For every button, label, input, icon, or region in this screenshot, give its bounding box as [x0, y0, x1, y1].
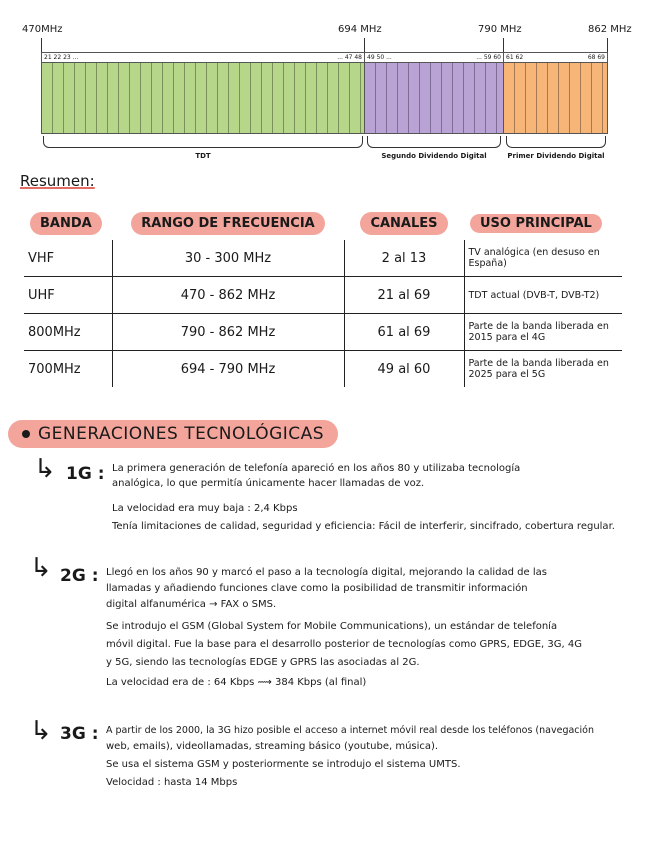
cell-canales: 2 al 13 [344, 240, 464, 277]
segment-label-tdt: TDT [195, 152, 211, 160]
summary-heading: Resumen: [20, 172, 95, 190]
brace-tdt [43, 136, 363, 148]
cell-rango: 694 - 790 MHz [112, 351, 344, 388]
segment-first-dividend [503, 52, 608, 134]
gen-2g-line: Se introdujo el GSM (Global System for Mobile Communications), un estándar de telefonía [106, 621, 558, 632]
freq-label-790: 790 MHz [478, 24, 522, 35]
cell-banda: 800MHz [24, 314, 112, 351]
table-row [24, 351, 622, 388]
channels-left: 61 62 [506, 54, 524, 61]
segment-second-dividend [364, 52, 504, 134]
gen-3g-line: Se usa el sistema GSM y posteriormente se introdujo el sistema UMTS. [106, 759, 461, 770]
gen-2g-line: La velocidad era de : 64 Kbps ⟿ 384 Kbps (al final) [106, 677, 367, 688]
freq-label-470: 470MHz [22, 24, 63, 35]
brace-second [367, 136, 501, 148]
cell-canales: 61 al 69 [344, 314, 464, 351]
table-row [24, 240, 622, 277]
channel-stripes [365, 63, 503, 133]
arrow-icon: ↳ [30, 716, 52, 746]
header-rango: RANGO DE FRECUENCIA [131, 212, 324, 235]
gen-1g-line: Tenía limitaciones de calidad, seguridad y eficiencia: Fácil de interferir, sincifrado, cobertura regular. [112, 521, 615, 532]
cell-banda: 700MHz [24, 351, 112, 388]
table-row [24, 277, 622, 314]
gen-2g-line: móvil digital. Fue la base para el desarrollo posterior de tecnologías como GPRS, EDGE, 3G, 4G [106, 639, 582, 650]
header-uso: USO PRINCIPAL [470, 214, 602, 233]
gen-1g-key: 1G : [66, 464, 105, 484]
gen-1g-line: La velocidad era muy baja : 2,4 Kbps [112, 503, 298, 514]
cell-rango: 790 - 862 MHz [112, 314, 344, 351]
bullet-icon [22, 430, 30, 438]
arrow-icon: ↳ [34, 454, 56, 484]
segment-label-first: Primer Dividendo Digital [507, 152, 605, 160]
segment-label-second: Segundo Dividendo Digital [381, 152, 487, 160]
gen-2g-line: y 5G, siendo las tecnologías EDGE y GPRS las asociadas al 2G. [106, 657, 420, 668]
gen-3g-line: web, emails), videollamadas, streaming básico (youtube, música). [106, 741, 439, 752]
table-header-row [24, 210, 622, 240]
channels-right: 68 69 [587, 54, 605, 61]
header-canales: CANALES [360, 212, 447, 235]
gen-3g-line: Velocidad : hasta 14 Mbps [106, 777, 238, 788]
channels-left: 21 22 23 ... [44, 54, 79, 61]
cell-rango: 470 - 862 MHz [112, 277, 344, 314]
channel-stripes [42, 63, 364, 133]
bands-table [24, 210, 622, 387]
table-row [24, 314, 622, 351]
brace-first [506, 136, 606, 148]
section-title: GENERACIONES TECNOLÓGICAS [8, 420, 338, 448]
cell-canales: 21 al 69 [344, 277, 464, 314]
segment-tdt [41, 52, 365, 134]
gen-1g-line: analógica, lo que permitía únicamente hacer llamadas de voz. [112, 478, 425, 489]
gen-3g-key: 3G : [60, 724, 99, 744]
channels-left: 49 50 ... [367, 54, 392, 61]
gen-2g-line: digital alfanumérica → FAX o SMS. [106, 599, 277, 610]
gen-1g-line: La primera generación de telefonía apareció en los años 80 y utilizaba tecnología [112, 463, 521, 474]
gen-3g-line: A partir de los 2000, la 3G hizo posible el acceso a internet móvil real desde los teléfonos (navegación [106, 725, 594, 736]
channels-right: ... 59 60 [476, 54, 501, 61]
gen-2g-line: llamadas y añadiendo funciones clave como la posibilidad de transmitir información [106, 583, 528, 594]
cell-uso: Parte de la banda liberada en 2025 para el 5G [464, 351, 622, 388]
gen-2g-line: Llegó en los años 90 y marcó el paso a la tecnología digital, mejorando la calidad de las [106, 567, 547, 578]
channel-stripes [504, 63, 607, 133]
cell-uso: Parte de la banda liberada en 2015 para el 4G [464, 314, 622, 351]
cell-uso: TDT actual (DVB-T, DVB-T2) [464, 277, 622, 314]
freq-label-862: 862 MHz [588, 24, 632, 35]
header-banda: BANDA [30, 212, 102, 235]
freq-label-694: 694 MHz [338, 24, 382, 35]
cell-canales: 49 al 60 [344, 351, 464, 388]
arrow-icon: ↳ [30, 553, 52, 583]
cell-banda: VHF [24, 240, 112, 277]
cell-uso: TV analógica (en desuso en España) [464, 240, 622, 277]
gen-2g-key: 2G : [60, 566, 99, 586]
cell-rango: 30 - 300 MHz [112, 240, 344, 277]
cell-banda: UHF [24, 277, 112, 314]
channels-right: ... 47 48 [337, 54, 362, 61]
